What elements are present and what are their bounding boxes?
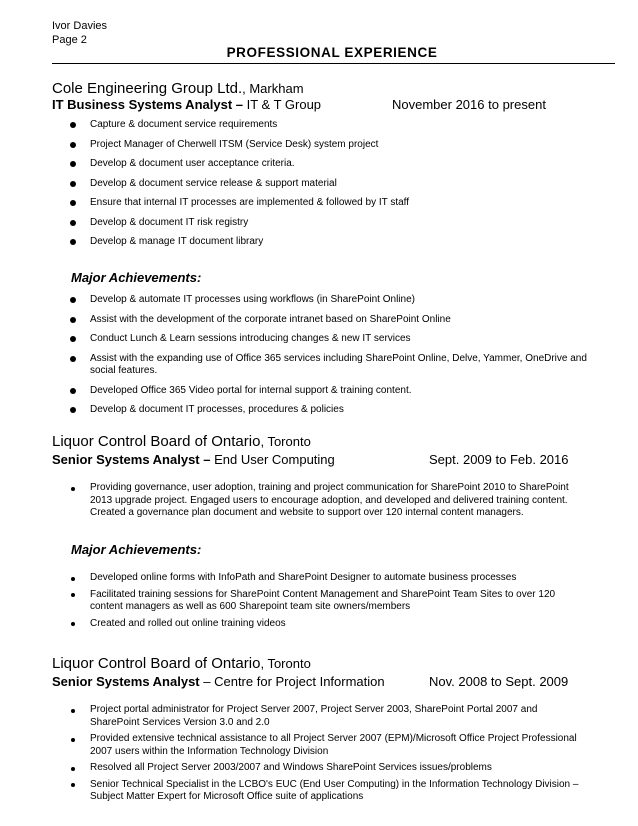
job-2-dates: Sept. 2009 to Feb. 2016 <box>429 452 569 467</box>
list-item: Resolved all Project Server 2003/2007 and Windows SharePoint Services issues/problems <box>68 762 588 775</box>
job-3-duties <box>68 704 588 804</box>
list-item: Developed Office 365 Video portal for internal support & training content. <box>68 385 588 398</box>
header-name: Ivor Davies <box>52 20 108 32</box>
job-2-role <box>52 452 335 467</box>
job-1-company-line <box>52 80 304 97</box>
job-2-duties <box>68 482 588 520</box>
job-1-duties <box>68 119 588 249</box>
list-item: Ensure that internal IT processes are implemented & followed by IT staff <box>68 197 588 210</box>
job-1-department: IT & T Group <box>243 97 322 112</box>
job-3-location: , Toronto <box>260 656 311 671</box>
list-item: Assist with the development of the corporate intranet based on SharePoint Online <box>68 314 588 327</box>
job-2-company-line <box>52 433 311 450</box>
list-item: Created and rolled out online training videos <box>68 618 588 631</box>
list-item: Senior Technical Specialist in the LCBO's EUC (End User Computing) in the Information Technology Division – Subject Matter Expert for Microsoft Office suite of applications <box>68 779 588 804</box>
section-divider <box>52 63 615 64</box>
list-item: Provided extensive technical assistance to all Project Server 2007 (EPM)/Microsoft Office Project Professional 2007 users within the Information Technology Division <box>68 733 588 758</box>
list-item: Develop & document IT processes, procedures & policies <box>68 404 588 417</box>
job-2-achievements <box>68 572 588 630</box>
job-1-dates: November 2016 to present <box>392 97 546 112</box>
job-2-department: End User Computing <box>210 452 335 467</box>
job-3-role <box>52 674 385 689</box>
section-title: PROFESSIONAL EXPERIENCE <box>226 45 438 60</box>
job-2-title: Senior Systems Analyst – <box>52 452 211 467</box>
list-item: Develop & automate IT processes using workflows (in SharePoint Online) <box>68 294 588 307</box>
list-item: Project Manager of Cherwell ITSM (Service Desk) system project <box>68 139 588 152</box>
job-3-department: – Centre for Project Information <box>199 674 385 689</box>
list-item: Facilitated training sessions for SharePoint Content Management and SharePoint Team Sites to over 120 content managers as well as 600 Sharepoint team site owners/members <box>68 589 588 614</box>
list-item: Develop & document service release & support material <box>68 178 588 191</box>
list-item: Develop & manage IT document library <box>68 236 588 249</box>
job-1-location: , Markham <box>242 81 304 96</box>
job-1-title: IT Business Systems Analyst – <box>52 97 243 112</box>
list-item: Capture & document service requirements <box>68 119 588 132</box>
job-2-achievements-heading: Major Achievements: <box>71 542 202 557</box>
job-3-dates: Nov. 2008 to Sept. 2009 <box>429 674 569 689</box>
job-2-company: Liquor Control Board of Ontario <box>52 433 261 450</box>
job-2-location: , Toronto <box>260 434 311 449</box>
list-item: Developed online forms with InfoPath and SharePoint Designer to automate business processes <box>68 572 588 585</box>
list-item: Assist with the expanding use of Office 365 services including SharePoint Online, Delve, Yammer, OneDrive and social features. <box>68 353 588 378</box>
list-item: Conduct Lunch & Learn sessions introducing changes & new IT services <box>68 333 588 346</box>
job-3-title: Senior Systems Analyst <box>52 674 200 689</box>
job-1-achievements-heading: Major Achievements: <box>71 270 202 285</box>
list-item: Develop & document IT risk registry <box>68 217 588 230</box>
header-page-number: Page 2 <box>52 34 87 46</box>
list-item: Project portal administrator for Project Server 2007, Project Server 2003, SharePoint Portal 2007 and SharePoint Services Version 3.0 and 2.0 <box>68 704 588 729</box>
job-1-achievements <box>68 294 588 417</box>
job-3-company-line <box>52 655 311 672</box>
list-item: Develop & document user acceptance criteria. <box>68 158 588 171</box>
job-1-role <box>52 97 321 112</box>
job-1-company: Cole Engineering Group Ltd. <box>52 80 243 97</box>
list-item: Providing governance, user adoption, training and project communication for SharePoint 2010 to SharePoint 2013 upgrade project. Engaged users to encourage adoption, and developed and delivered training content. Created a governance plan document and website to support over 120 internal content managers. <box>68 482 588 520</box>
job-3-company: Liquor Control Board of Ontario <box>52 655 261 672</box>
